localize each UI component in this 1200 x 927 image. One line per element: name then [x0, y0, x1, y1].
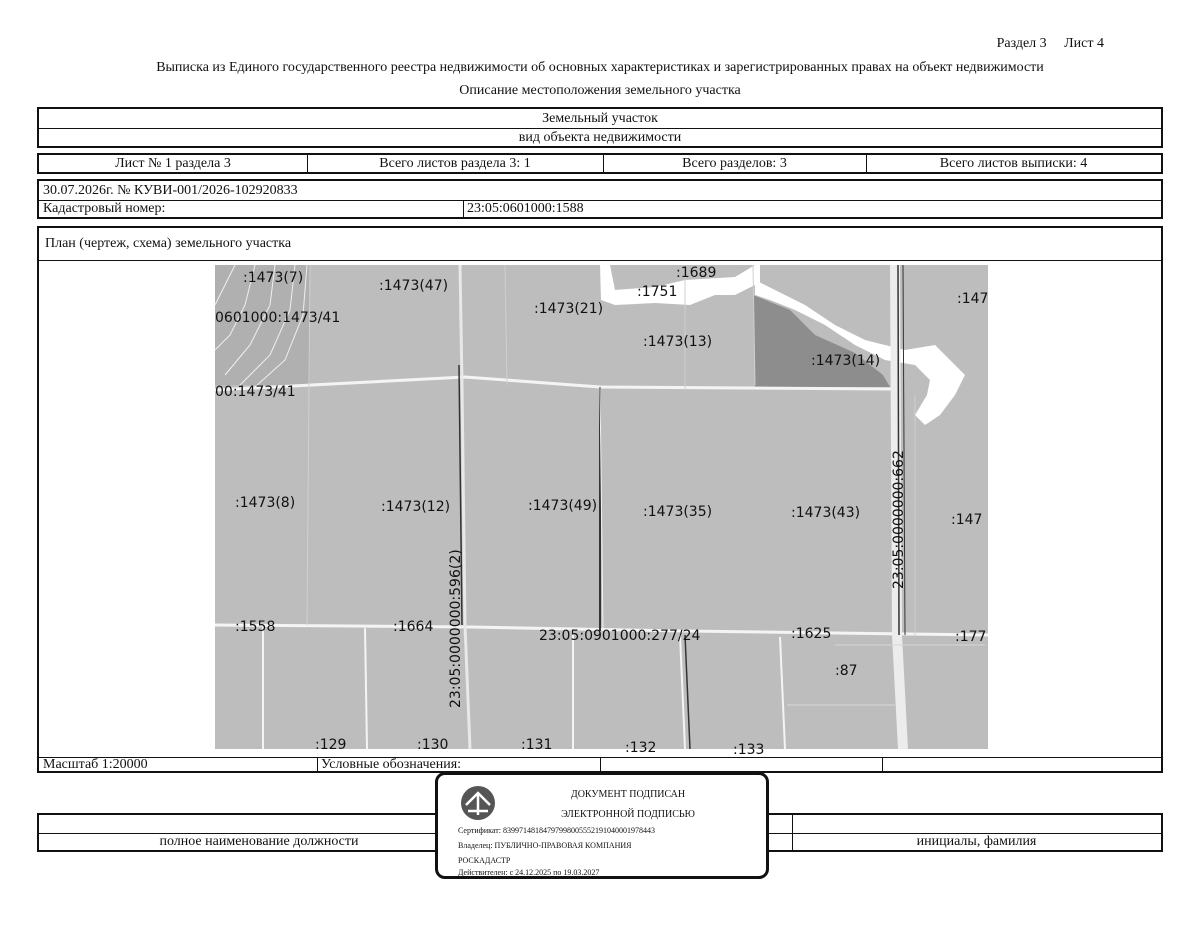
map-label: 0601000:1473/41	[215, 310, 341, 326]
object-type: Земельный участок	[542, 110, 658, 126]
map-label: :1558	[235, 619, 276, 635]
map-label: :129	[315, 737, 347, 753]
map-label: :1473(21)	[534, 301, 604, 317]
map-label: :1664	[393, 619, 434, 635]
document-title: Выписка из Единого государственного реестра недвижимости об основных характеристиках и зарегистрированных правах на объект недвижимости	[156, 60, 1044, 75]
map-label: :1473(47)	[379, 278, 449, 294]
map-label: :147	[951, 512, 983, 528]
map-label: :1689	[676, 265, 717, 281]
total-sheets: Всего листов выписки: 4	[939, 155, 1088, 171]
extract-box	[37, 179, 1163, 219]
map-label: :1751	[637, 284, 678, 300]
map-label: :1473(13)	[643, 334, 713, 350]
road-label: 23:05:0000000:662	[891, 450, 907, 589]
stamp-owner: Владелец: ПУБЛИЧНО-ПРАВОВАЯ КОМПАНИЯ	[458, 841, 632, 850]
sheet-no: Лист № 1 раздела 3	[115, 155, 231, 171]
map-label: :133	[733, 742, 765, 758]
object-type-box	[37, 107, 1163, 148]
cadastral-map	[215, 265, 989, 758]
stamp-line-2: ЭЛЕКТРОННОЙ ПОДПИСЬЮ	[561, 809, 695, 820]
map-label: :1473(43)	[791, 505, 861, 521]
document-subtitle: Описание местоположения земельного участка	[459, 83, 741, 98]
map-label: :1473(12)	[381, 499, 451, 515]
map-label: :131	[521, 737, 553, 753]
map-label: :132	[625, 740, 657, 756]
map-label: :177	[955, 629, 987, 645]
map-label: :130	[417, 737, 449, 753]
emblem-icon	[458, 783, 498, 823]
object-type-caption: вид объекта недвижимости	[518, 129, 682, 145]
position-caption: полное наименование должности	[159, 834, 359, 849]
stamp-line-1: ДОКУМЕНТ ПОДПИСАН	[570, 789, 686, 800]
map-label: :147	[957, 291, 989, 307]
sheets-row	[37, 153, 1163, 174]
sheet-number: Лист 4	[1064, 36, 1104, 51]
scale-label: Масштаб 1:20000	[43, 756, 148, 772]
map-label: :1473(8)	[235, 495, 296, 511]
stamp-valid: Действителен: с 24.12.2025 по 19.03.2027	[458, 868, 600, 877]
stamp-certificate: Сертификат: 839971481847979980055521910400019784​43	[458, 826, 655, 835]
extract-date-number: 30.07.2026г. № КУВИ-001/2026-102920833	[43, 182, 298, 198]
map-label: :1473(14)	[811, 353, 881, 369]
section-number: Раздел 3	[996, 36, 1047, 51]
map-label: 00:1473/41	[215, 384, 296, 400]
map-label: :1473(49)	[528, 498, 598, 514]
signature-stamp	[435, 772, 769, 879]
total-sheets-section: Всего листов раздела 3: 1	[379, 155, 531, 171]
page-info	[983, 36, 1104, 52]
map-label: :87	[835, 663, 858, 679]
map-label: :1473(35)	[643, 504, 713, 520]
map-label: 23:05:0901000:277/24	[539, 628, 701, 644]
map-label: :1625	[791, 626, 832, 642]
total-sections: Всего разделов: 3	[682, 155, 787, 171]
stamp-owner-2: РОСКАДАСТР	[458, 856, 511, 865]
legend-label: Условные обозначения:	[321, 756, 462, 772]
cadastral-label: Кадастровый номер:	[43, 201, 166, 216]
map-label: :1473(7)	[243, 270, 304, 286]
road-label: 23:05:0000000:596(2)	[448, 549, 464, 708]
name-caption: инициалы, фамилия	[916, 834, 1037, 849]
plan-title: План (чертеж, схема) земельного участка	[45, 236, 292, 251]
cadastral-number: 23:05:0601000:1588	[467, 201, 584, 216]
